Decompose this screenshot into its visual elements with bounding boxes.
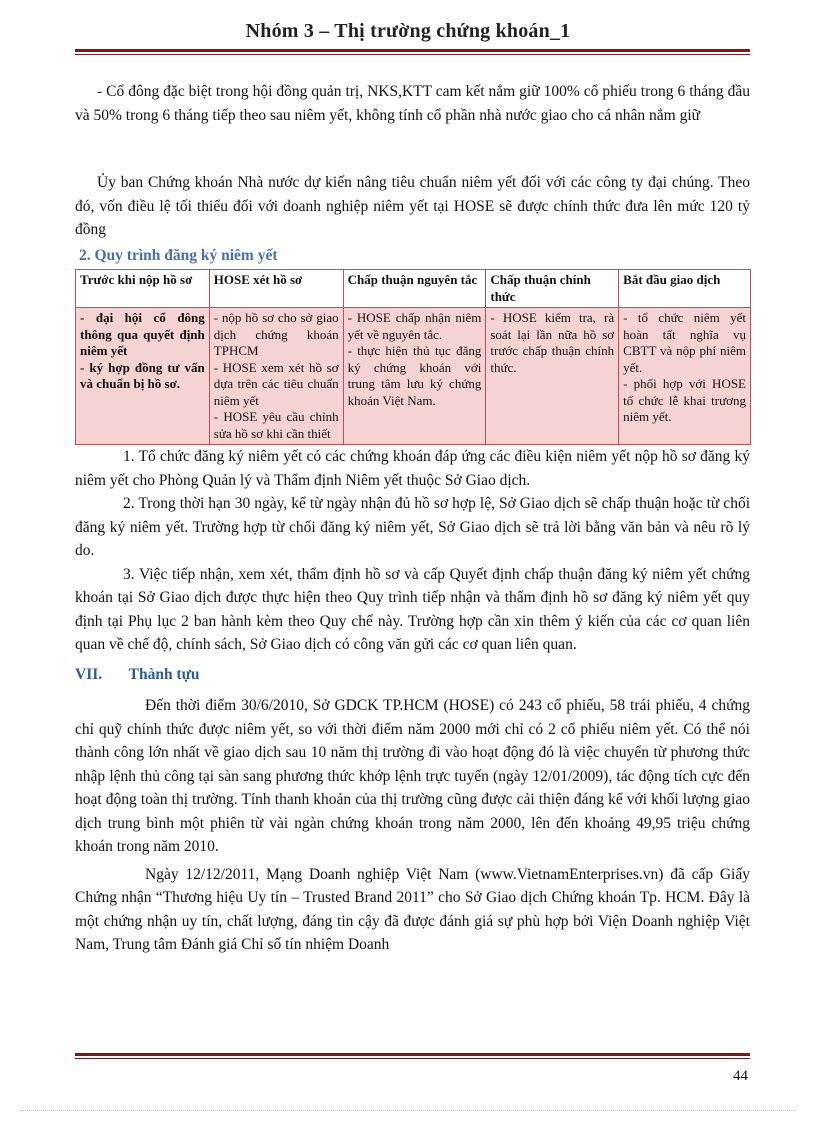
- page-number: 44: [733, 1068, 748, 1084]
- footer-rule: [75, 1053, 750, 1059]
- numbered-item: 1. Tổ chức đăng ký niêm yết có các chứng khoán đáp ứng các điều kiện niêm yết nộp hồ sơ đăng ký niêm yết cho Phòng Quản lý và Thẩm định Niêm yết thuộc Sở Giao dịch.: [75, 448, 750, 489]
- table-header-cell: HOSE xét hồ sơ: [209, 270, 343, 308]
- numbered-item: 3. Việc tiếp nhận, xem xét, thẩm định hồ sơ và cấp Quyết định chấp thuận đăng ký niêm yết chứng khoán tại Sở Giao dịch được thực hiện theo Quy trình tiếp nhận và thẩm định hồ sơ đăng ký niêm yết quy định tại Phụ lục 2 ban hành kèm theo Quy chế này. Trường hợp cần xin thêm ý kiến của các cơ quan liên quan về chế độ, chính sách, Sở Giao dịch có công văn gửi các cơ quan liên quan.: [75, 565, 750, 653]
- numbered-item: 2. Trong thời hạn 30 ngày, kể từ ngày nhận đủ hồ sơ hợp lệ, Sở Giao dịch sẽ chấp thuận hoặc từ chối đăng ký niêm yết. Trường hợp từ chối đăng ký niêm yết, Sở Giao dịch sẽ trả lời bằng văn bản và nêu rõ lý do.: [75, 495, 750, 559]
- listing-process-table: [75, 269, 751, 445]
- section-heading-listing-process: 2. Quy trình đăng ký niêm yết: [79, 246, 278, 264]
- page-header-title: Nhóm 3 – Thị trường chứng khoán_1: [245, 20, 571, 42]
- table-cell-approval-principle: - HOSE chấp nhận niêm yết về nguyên tắc. - thực hiện thủ tục đăng ký chứng khoán với trung tâm lưu ký chứng khoán Việt Nam.: [343, 308, 486, 445]
- paragraph-shareholder: - Cổ đông đặc biệt trong hội đồng quản trị, NKS,KTT cam kết nắm giữ 100% cổ phiếu trong 6 tháng đầu và 50% trong 6 tháng tiếp theo sau niêm yết, không tính cổ phần nhà nước giao cho cá nhân nắm giữ: [75, 83, 750, 124]
- page-break-line: [20, 1110, 796, 1111]
- page-content: [75, 80, 750, 957]
- section-number: VII.: [75, 665, 103, 683]
- table-header-row: [76, 270, 751, 308]
- table-header-cell: Trước khi nộp hồ sơ: [76, 270, 210, 308]
- header-rule: [75, 49, 750, 55]
- paragraph-achievements: Đến thời điểm 30/6/2010, Sở GDCK TP.HCM (HOSE) có 243 cổ phiếu, 58 trái phiếu, 4 chứng chỉ quỹ chính thức được niêm yết, so với thời điểm năm 2000 mới chỉ có 2 cổ phiếu niêm yết. Có thể nói thành công lớn nhất về giao dịch sau 10 năm thị trường đi vào hoạt động đó là việc chuyển từ phương thức nhập lệnh thủ công tại sàn sang phương thức khớp lệnh trực tuyến (ngày 12/01/2009), tác động tích cực đến hoạt động toàn thị trường. Tính thanh khoản của thị trường cũng được cải thiện đáng kể với khối lượng giao dịch trung bình một phiên từ vài ngàn chứng khoán trong năm 2000, lên đến khoảng 49,95 triệu chứng khoán trong năm 2010.: [75, 697, 750, 855]
- table-row: [76, 308, 751, 445]
- table-header-cell: Chấp thuận nguyên tắc: [343, 270, 486, 308]
- section-title: Thành tựu: [128, 665, 200, 683]
- paragraph-ssc-standard: Ủy ban Chứng khoán Nhà nước dự kiến nâng tiêu chuẩn niêm yết đối với các công ty đại chúng. Theo đó, vốn điều lệ tối thiểu đối với doanh nghiệp niêm yết tại HOSE sẽ được chính thức đưa lên mức 120 tỷ đồng: [75, 174, 750, 238]
- table-header-cell: Chấp thuận chính thức: [486, 270, 619, 308]
- table-cell-start-trading: - tổ chức niêm yết hoàn tất nghĩa vụ CBTT và nộp phí niêm yết. - phối hợp với HOSE tổ chức lễ khai trương niêm yết.: [619, 308, 751, 445]
- paragraph-trusted-brand: Ngày 12/12/2011, Mạng Doanh nghiệp Việt Nam (www.VietnamEnterprises.vn) đã cấp Giấy Chứng nhận “Thương hiệu Uy tín – Trusted Brand 2011” cho Sở Giao dịch Chứng khoán Tp. HCM. Đây là một chứng nhận uy tín, chất lượng, đáng tin cậy đã được đánh giá sự phù hợp bởi Viện Doanh nghiệp Việt Nam, Trung tâm Đánh giá Chỉ số tín nhiệm Doanh: [75, 865, 750, 953]
- table-header-cell: Bắt đầu giao dịch: [619, 270, 751, 308]
- section-heading-achievements: [75, 663, 750, 687]
- table-cell-before-submission: - đại hội cổ đông thông qua quyết định niêm yết - ký hợp đồng tư vấn và chuẩn bị hồ sơ.: [76, 308, 210, 445]
- table-cell-official-approval: - HOSE kiểm tra, rà soát lại lần nữa hồ sơ trước chấp thuận chính thức.: [486, 308, 619, 445]
- table-cell-hose-review: - nộp hồ sơ cho sở giao dịch chứng khoán TPHCM - HOSE xem xét hồ sơ dựa trên các tiêu chuẩn niêm yết - HOSE yêu cầu chỉnh sửa hồ sơ khi cần thiết: [209, 308, 343, 445]
